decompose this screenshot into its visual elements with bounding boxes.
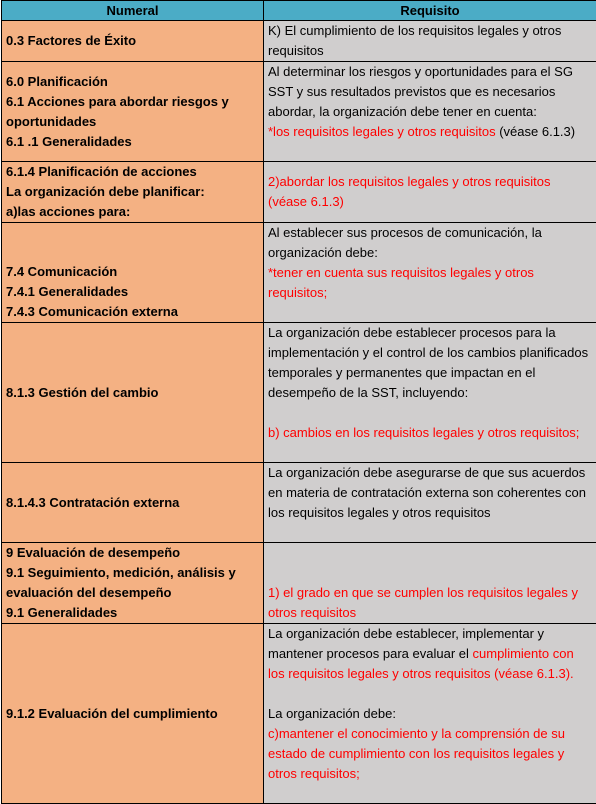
- numeral-line: 6.1.4 Planificación de acciones: [6, 162, 259, 182]
- numeral-cell: [2, 223, 264, 323]
- table-row: [2, 323, 596, 463]
- requisito-text: Al establecer sus procesos de comunicación, la organización debe:: [268, 223, 592, 263]
- requisito-text: La organización debe establecer procesos para la implementación y el control de los cambios planificados temporales y permanentes que impactan en el desempeño de la SST, incluyendo:: [268, 323, 592, 403]
- numeral-cell: [2, 162, 264, 223]
- numeral-line: 7.4.1 Generalidades: [6, 282, 259, 302]
- numeral-cell: [2, 624, 264, 804]
- numeral-line: 9.1 Generalidades: [6, 603, 259, 623]
- requisito-cell: [264, 543, 596, 624]
- numeral-line: 6.1 Acciones para abordar riesgos y oportunidades: [6, 92, 259, 132]
- requisito-cell: [264, 162, 596, 223]
- spacer: [268, 403, 592, 423]
- numeral-cell: [2, 543, 264, 624]
- table-row: [2, 162, 596, 223]
- numeral-cell: [2, 323, 264, 463]
- requisito-highlight: *tener en cuenta sus requisitos legales y otros requisitos;: [268, 263, 592, 303]
- requisito-cell: [264, 463, 596, 543]
- requisito-cell: [264, 21, 596, 62]
- numeral-line: La organización debe planificar:: [6, 182, 259, 202]
- table-row: [2, 62, 596, 162]
- table-row: [2, 21, 596, 62]
- table-row: [2, 463, 596, 543]
- requisito-text: (véase 6.1.3): [496, 124, 576, 139]
- requisito-highlight: c)mantener el conocimiento y la comprensión de su estado de cumplimiento con los requisitos legales y otros requisitos;: [268, 724, 592, 784]
- requisito-cell: [264, 323, 596, 463]
- numeral-line: 9.1 Seguimiento, medición, análisis y evaluación del desempeño: [6, 563, 259, 603]
- requisito-text: La organización debe:: [268, 704, 592, 724]
- requirements-table: [1, 0, 596, 804]
- requisito-text: Al determinar los riesgos y oportunidades para el SG SST y sus resultados previstos que es necesarios abordar, la organización debe tener en cuenta:: [268, 62, 592, 122]
- numeral-line: 9.1.2 Evaluación del cumplimiento: [6, 704, 259, 724]
- numeral-line: 8.1.3 Gestión del cambio: [6, 383, 259, 403]
- requisito-text: La organización debe establecer, implementar y mantener procesos para evaluar el: [268, 626, 548, 661]
- numeral-cell: [2, 62, 264, 162]
- spacer: [268, 684, 592, 704]
- numeral-line: 7.4.3 Comunicación externa: [6, 302, 259, 322]
- requisito-highlight: *los requisitos legales y otros requisitos: [268, 124, 496, 139]
- table-header-row: [2, 1, 596, 21]
- numeral-line: 6.0 Planificación: [6, 72, 259, 92]
- numeral-line: a)las acciones para:: [6, 202, 259, 222]
- numeral-line: 6.1 .1 Generalidades: [6, 132, 259, 152]
- numeral-cell: [2, 463, 264, 543]
- numeral-line: 0.3 Factores de Éxito: [6, 31, 259, 51]
- numeral-line: 8.1.4.3 Contratación externa: [6, 493, 259, 513]
- requisito-highlight: b) cambios en los requisitos legales y otros requisitos;: [268, 423, 592, 443]
- requisito-cell: [264, 223, 596, 323]
- requisito-text: K) El cumplimiento de los requisitos legales y otros requisitos: [268, 21, 592, 61]
- requisito-cell: [264, 624, 596, 804]
- requisito-highlight: cumplimiento con los requisitos legales y otros requisitos (véase 6.1.3).: [268, 646, 577, 681]
- header-requisito: Requisito: [264, 1, 596, 21]
- table-row: [2, 624, 596, 804]
- table-row: [2, 223, 596, 323]
- requisito-cell: [264, 62, 596, 162]
- numeral-line: 7.4 Comunicación: [6, 262, 259, 282]
- requisito-highlight: 1) el grado en que se cumplen los requisitos legales y otros requisitos: [268, 583, 592, 623]
- table-row: [2, 543, 596, 624]
- numeral-cell: [2, 21, 264, 62]
- numeral-line: 9 Evaluación de desempeño: [6, 543, 259, 563]
- requisito-highlight: 2)abordar los requisitos legales y otros requisitos (véase 6.1.3): [268, 172, 592, 212]
- header-numeral: Numeral: [2, 1, 264, 21]
- requisito-text: La organización debe asegurarse de que sus acuerdos en materia de contratación externa son coherentes con los requisitos legales y otros requisitos: [268, 463, 592, 523]
